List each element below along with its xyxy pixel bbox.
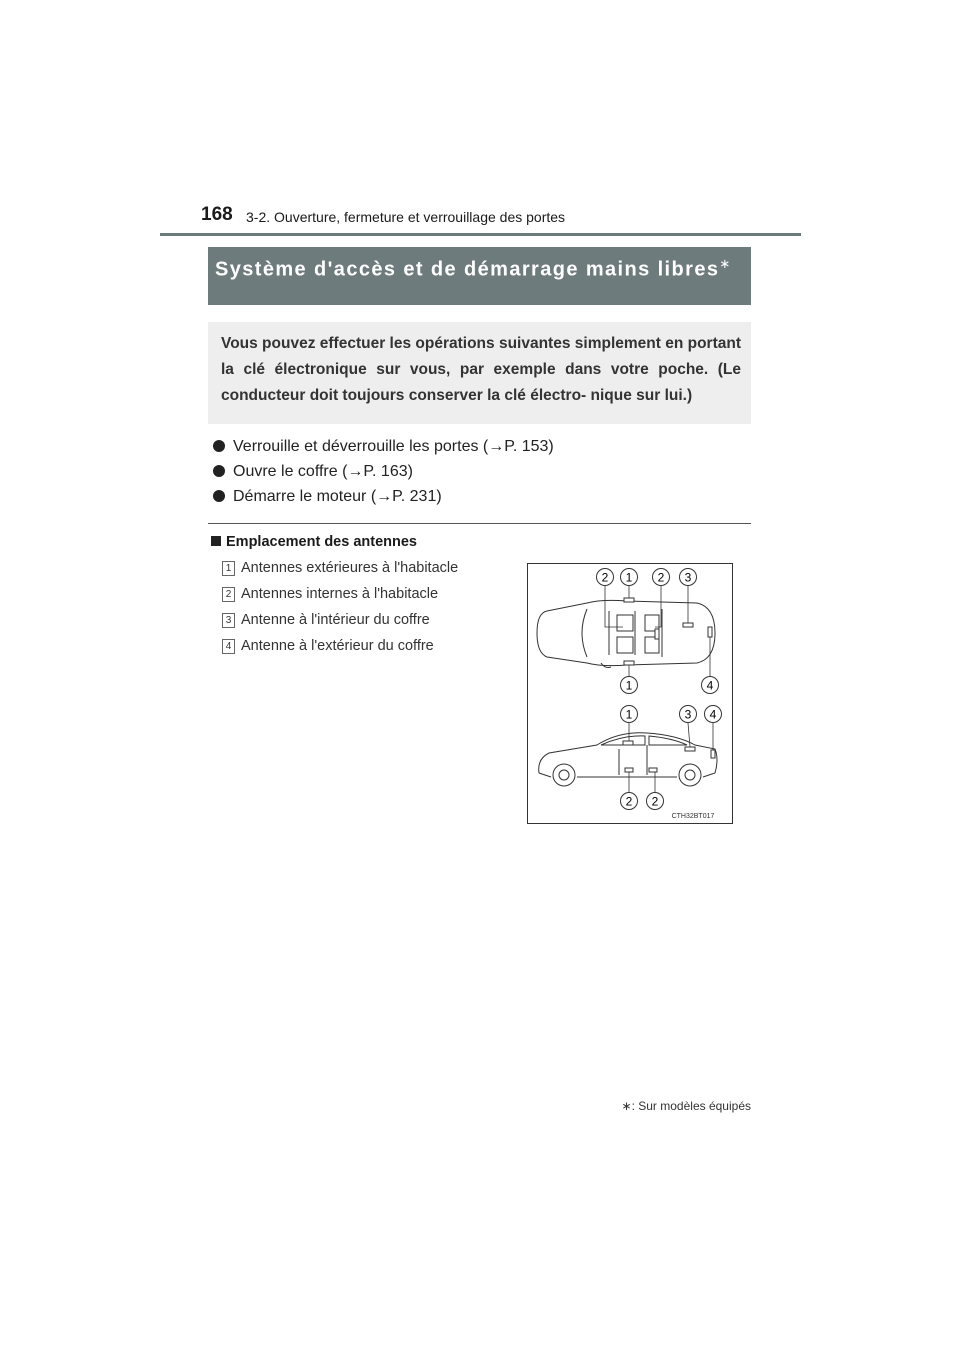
page-number: 168 bbox=[201, 204, 233, 225]
bullet-item bbox=[213, 463, 413, 481]
legend-item bbox=[222, 586, 438, 602]
legend-number: 3 bbox=[222, 613, 235, 628]
antenna-location-diagram bbox=[527, 563, 733, 824]
callout-2 bbox=[597, 569, 614, 586]
title-asterisk: ∗ bbox=[719, 256, 732, 271]
bullet-dot-icon bbox=[213, 465, 225, 477]
page-title-text: Système d'accès et de démarrage mains libres bbox=[215, 258, 720, 281]
section-title: 3-2. Ouverture, fermeture et verrouillage des portes bbox=[246, 209, 566, 225]
legend-number: 1 bbox=[222, 561, 235, 576]
legend-number: 4 bbox=[222, 639, 235, 654]
bullet-item bbox=[213, 488, 442, 506]
header-rule bbox=[160, 233, 801, 236]
callout-label: 4 bbox=[706, 678, 714, 693]
callout-label: 2 bbox=[657, 570, 665, 585]
callout-label: 2 bbox=[651, 794, 659, 809]
legend-label: Antenne à l'extérieur du coffre bbox=[241, 638, 434, 654]
callout-3 bbox=[680, 706, 697, 723]
legend-item bbox=[222, 560, 458, 576]
callout-2 bbox=[621, 793, 638, 810]
bullet-item bbox=[213, 438, 554, 456]
legend-label: Antennes internes à l'habitacle bbox=[241, 586, 439, 602]
legend-label: Antennes extérieures à l'habitacle bbox=[241, 560, 459, 576]
callout-1 bbox=[621, 569, 638, 586]
sub-heading bbox=[211, 534, 417, 550]
callout-label: 3 bbox=[684, 707, 692, 722]
callout-4 bbox=[702, 677, 719, 694]
sub-heading-text: Emplacement des antennes bbox=[226, 534, 417, 550]
callout-label: 1 bbox=[625, 707, 633, 722]
bullet-dot-icon bbox=[213, 440, 225, 452]
bullet-text: Démarre le moteur (→P. 231) bbox=[233, 488, 442, 505]
callout-label: 1 bbox=[625, 678, 633, 693]
callout-2 bbox=[647, 793, 664, 810]
callout-label: 4 bbox=[709, 707, 717, 722]
page-title bbox=[208, 247, 751, 305]
bullet-dot-icon bbox=[213, 490, 225, 502]
callout-3 bbox=[680, 569, 697, 586]
callout-label: 1 bbox=[625, 570, 633, 585]
legend-label: Antenne à l'intérieur du coffre bbox=[241, 612, 430, 628]
legend-number: 2 bbox=[222, 587, 235, 602]
callout-1 bbox=[621, 677, 638, 694]
section-divider bbox=[208, 523, 751, 524]
callout-2 bbox=[653, 569, 670, 586]
callout-label: 2 bbox=[601, 570, 609, 585]
intro-box: Vous pouvez effectuer les opérations suivantes simplement en portant la clé électronique sur vous, par exemple dans votre poche. (Le conducteur doit toujours conserver la clé électro- nique sur lui.) bbox=[208, 322, 751, 424]
footnote: ∗: Sur modèles équipés bbox=[621, 1099, 751, 1113]
square-bullet-icon bbox=[211, 536, 221, 546]
diagram-code: CTH32BT017 bbox=[671, 813, 715, 820]
bullet-text: Ouvre le coffre (→P. 163) bbox=[233, 463, 413, 480]
legend-item bbox=[222, 612, 430, 628]
legend-item bbox=[222, 638, 434, 654]
callout-4 bbox=[705, 706, 722, 723]
callout-label: 2 bbox=[625, 794, 633, 809]
bullet-text: Verrouille et déverrouille les portes (→P. 153) bbox=[233, 438, 554, 455]
callout-label: 3 bbox=[684, 570, 692, 585]
callout-1 bbox=[621, 706, 638, 723]
